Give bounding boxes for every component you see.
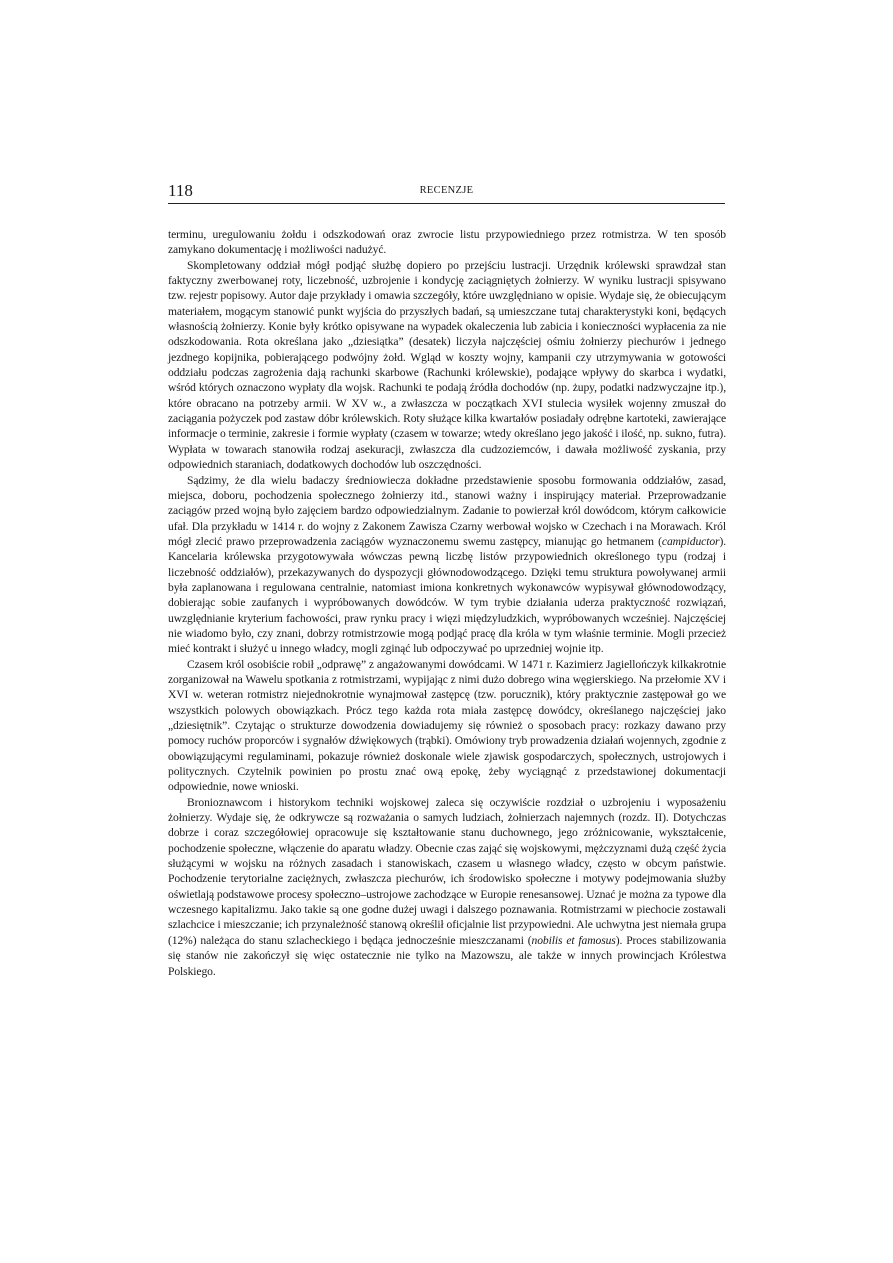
paragraph-2: Skompletowany oddział mógł podjąć służbę dopiero po przejściu lustracji. Urzędnik królewski sprawdzał stan faktyczny zwerbowanej roty, liczebność, uzbrojenie i kondycję zaciągniętych żołnierzy. W wyniku lustracji spisywano tzw. rejestr popisowy. Autor daje przykłady i omawia szczegóły, które uwzględniano w opisie. Wydaje się, że obiecującym materiałem, mogącym stanowić punkt wyjścia do przyszłych badań, są umieszczane tutaj charakterystyki koni, będących własnością żołnierzy. Konie były krótko opisywane na wypadek okaleczenia lub zabicia i konieczności wypłacenia za nie odszkodowania. Rota określana jako „dziesiątka” (desatek) liczyła najczęściej ośmiu żołnierzy piechurów i jednego jezdnego kopijnika, pobierającego podwójny żołd. Wgląd w koszty wojny, kampanii czy utrzymywania w gotowości oddziału podczas zagrożenia dają rachunki skarbowe (Rachunki królewskie), podające wpływy do skarbca i wydatki, wśród których oznaczono wypłaty dla wojsk. Rachunki te podają źródła dochodów (np. żupy, podatki nadzwyczajne itp.), które obracano na potrzeby armii. W XV w., a zwłaszcza w początkach XVI stulecia wysiłek wojenny zmuszał do zaciągania pożyczek pod zastaw dóbr królewskich. Roty służące kilka kwartałów posiadały odrębne kartoteki, zawierające informacje o terminie, zakresie i formie wypłaty (czasem w towarze; wtedy określano jego jakość i ilość, np. sukno, futra). Wypłata w towarach stanowiła rodzaj asekuracji, zwłaszcza dla cudzoziemców, i dawała możliwość zyskania, przy odpowiednich staraniach, dodatkowych dochodów lub oszczędności. — [168, 258, 726, 472]
paragraph-3-text-b: ). Kancelaria królewska przygotowywała wówczas pewną liczbę listów przypowiednich określonego typu (rodzaj i liczebność oddziałów), przekazywanych do dyspozycji głównodowodzącego. Dzięki temu struktura powoływanej armii była zaplanowana i regulowana centralnie, natomiast imiona konkretnych wykonawców wypisywał głównodowodzący, dobierając sobie zaufanych i wypróbowanych dowódców. W tym trybie działania uderza praktyczność rozwiązań, uwzględnianie kryterium fachowości, praw rynku pracy i więzi międzyludzkich, wypróbowanych wcześniej. Najczęściej nie wiadomo było, czy znani, dobrzy rotmistrzowie mogą podjąć pracę dla króla w tym właśnie terminie. Mogli przecież mieć kontrakt i służyć u innego władcy, mogli zginąć lub odpoczywać po uprzedniej wojnie itp. — [168, 534, 726, 656]
page-header — [168, 181, 725, 204]
paragraph-5-italic-term: nobilis et famosus — [531, 933, 616, 947]
paragraph-3-italic-term: campiductor — [661, 534, 720, 548]
paragraph-1: terminu, uregulowaniu żołdu i odszkodowań oraz zwrocie listu przypowiedniego przez rotmistrza. W ten sposób zamykano dokumentację i możliwości nadużyć. — [168, 228, 726, 257]
paragraph-5-text-b: ). Proces stabilizowania się stanów nie zakończył się więc ostatecznie nie tylko na Mazowszu, ale także w innych prowincjach Królestwa Polskiego. — [168, 933, 726, 978]
page-number: 118 — [168, 181, 193, 200]
paragraph-5 — [168, 795, 726, 979]
article-body — [168, 227, 726, 979]
paragraph-5-text-a: Bronioznawcom i historykom techniki wojskowej zaleca się oczywiście rozdział o uzbrojeniu i wyposażeniu żołnierzy. Wydaje się, że odkrywcze są rozważania o samych ludziach, żołnierzach najemnych (rozdz. II). Dotychczas dobrze i coraz szczegółowiej opracowuje się kształtowanie stanu duchownego, jego zróżnicowanie, wykształcenie, pochodzenie społeczne, włączenie do aparatu władzy. Obecnie czas zająć się wojskowymi, mężczyznami dużą część życia służącymi w wojsku na różnych zasadach i stanowiskach, czasem u własnego władcy, często w obcym państwie. Pochodzenie terytorialne zaciężnych, zwłaszcza piechurów, ich środowisko społeczne i motywy podejmowania służby oświetlają podstawowe procesy społeczno–ustrojowe zachodzące w Europie renesansowej. Uznać je można za typowe dla wczesnego kapitalizmu. Jako takie są one godne dużej uwagi i dalszego poznawania. Rotmistrzami w piechocie zostawali szlachcice i mieszczanie; ich przynależność stanową określił oficjalnie list przypowiedni. Ale uchwytna jest niemała grupa (12%) należąca do stanu szlacheckiego i będąca jednocześnie mieszczanami ( — [168, 795, 726, 947]
paragraph-3-text-a: Sądzimy, że dla wielu badaczy średniowiecza dokładne przedstawienie sposobu formowania oddziałów, zasad, miejsca, doboru, pochodzenia społecznego żołnierzy itd., stanowi ważny i inspirujący materiał. Przeprowadzanie zaciągów przed wojną było zajęciem bardzo odpowiedzialnym. Zadanie to powierzał król dowódcom, którym całkowicie ufał. Dla przykładu w 1414 r. do wojny z Zakonem Zawisza Czarny werbował wojsko w Czechach i na Morawach. Król mógł zlecić prawo przeprowadzenia zaciągów wyznaczonemu swemu zastępcy, mianując go hetmanem ( — [168, 473, 726, 548]
paragraph-4: Czasem król osobiście robił „odprawę” z angażowanymi dowódcami. W 1471 r. Kazimierz Jagiellończyk kilkakrotnie zorganizował na Wawelu spotkania z rotmistrzami, wypijając z nimi dużo dobrego wina węgierskiego. Na przełomie XV i XVI w. weteran rotmistrz niejednokrotnie wynajmował zastępcę (tzw. porucznik), który praktycznie zastępował go we wszystkich polowych obowiązkach. Prócz tego każda rota miała zastępcę dowódcy, określanego najczęściej jako „dziesiętnik”. Czytając o strukturze dowodzenia dowiadujemy się również o sposobach pracy: rozkazy dawano przy pomocy ruchów proporców i sygnałów dźwiękowych (trąbki). Omówiony tryb prowadzenia działań wojennych, zgodnie z obowiązującymi regulaminami, pokazuje również doskonale wiele zjawisk gospodarczych, społecznych, ustrojowych i politycznych. Czytelnik powinien po prostu znać ową epokę, żeby wyciągnąć z przedstawionej dokumentacji odpowiednie, nowe wnioski. — [168, 657, 726, 794]
running-title: RECENZJE — [419, 185, 474, 196]
paragraph-3 — [168, 473, 726, 657]
